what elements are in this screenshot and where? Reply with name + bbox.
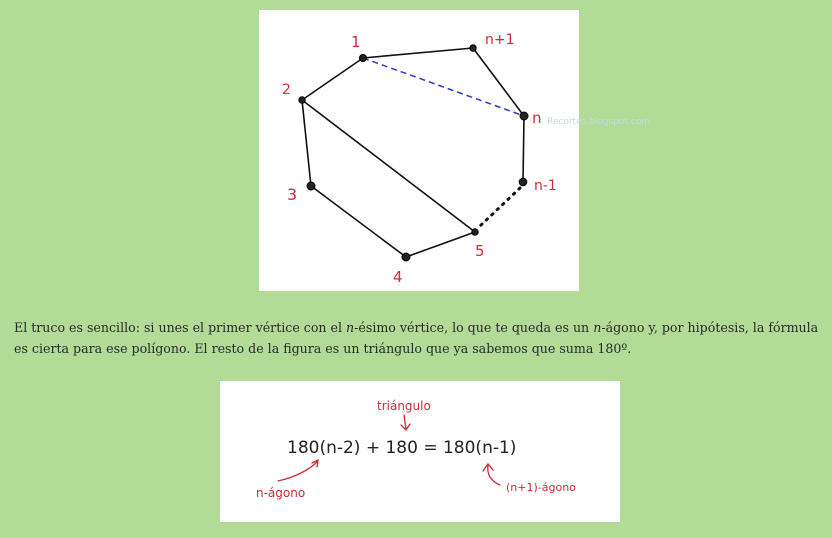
equation-diagram xyxy=(220,381,620,522)
paragraph-text-2: -ésimo vértice, lo que te queda es un xyxy=(354,320,594,335)
arrow-down-icon xyxy=(401,415,410,430)
annotation-n-plus-1-agono: (n+1)-ágono xyxy=(506,481,576,494)
paragraph-n-1: n xyxy=(346,320,355,335)
label-5: 5 xyxy=(475,242,485,260)
equation-text: 180(n-2) + 180 = 180(n-1) xyxy=(287,438,517,458)
annotation-n-agono: n-ágono xyxy=(256,486,306,500)
vertex-5 xyxy=(472,229,478,235)
dotted-gap xyxy=(480,188,520,226)
label-2: 2 xyxy=(282,82,291,98)
label-n: n xyxy=(532,109,542,127)
vertex-n-plus-1 xyxy=(470,45,476,51)
paragraph-text-3: -ágono y, por hipótesis, la fórmula es cierta para ese polígono. El resto de la figura es un triángulo que ya sabemos que suma 180º. xyxy=(14,320,819,356)
arrow-left-annotation-icon xyxy=(278,460,318,481)
vertex-2 xyxy=(299,97,305,103)
annotation-triangulo: triángulo xyxy=(377,399,431,413)
vertex-n-minus-1 xyxy=(519,178,527,186)
equation-figure xyxy=(220,381,620,522)
label-4: 4 xyxy=(393,268,403,286)
label-n-plus-1: n+1 xyxy=(485,32,515,48)
arrow-right-annotation-icon xyxy=(483,464,500,485)
paragraph-text-1: El truco es sencillo: si unes el primer vértice con el xyxy=(14,320,347,335)
polygon-edge-1-2 xyxy=(302,58,363,100)
label-3: 3 xyxy=(287,185,298,204)
polygon-diagram xyxy=(259,10,651,291)
explanation-paragraph xyxy=(14,317,830,359)
polygon-edges xyxy=(302,48,524,257)
vertex-n xyxy=(520,112,528,120)
watermark-text: Recortes.blogspot.com xyxy=(547,117,651,127)
diagonal-1-to-n xyxy=(363,58,524,116)
polygon-figure xyxy=(259,10,651,291)
label-1: 1 xyxy=(351,33,361,51)
vertex-1 xyxy=(360,55,367,62)
vertex-3 xyxy=(307,182,315,190)
vertex-4 xyxy=(402,253,410,261)
paragraph-n-2: n xyxy=(593,320,602,335)
label-n-minus-1: n-1 xyxy=(534,178,557,194)
